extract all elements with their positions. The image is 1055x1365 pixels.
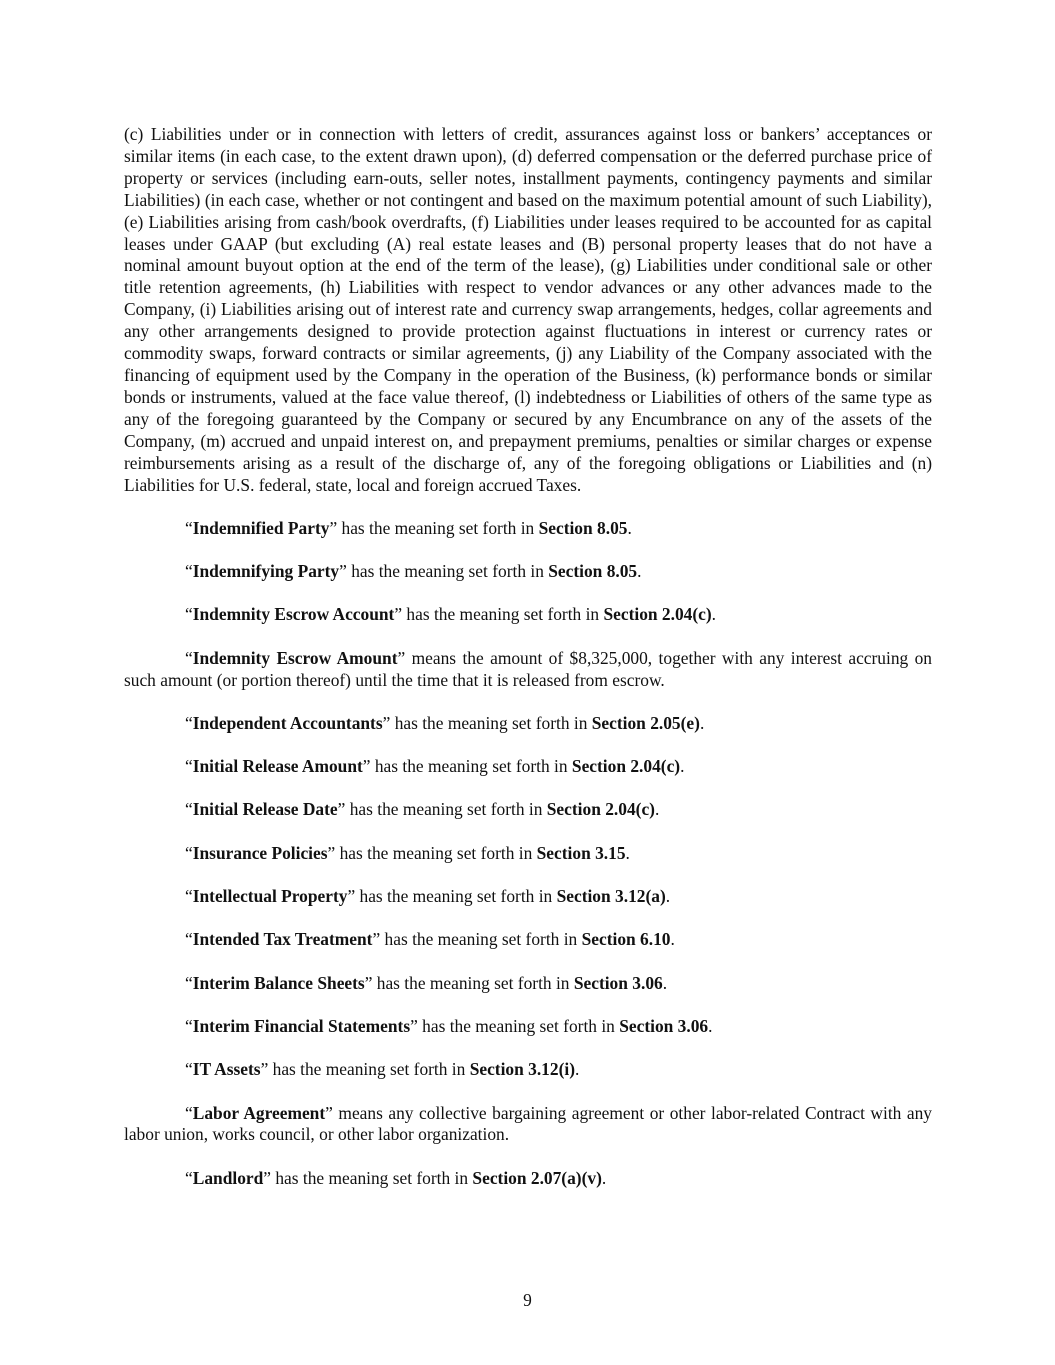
defined-term: Indemnity Escrow Amount: [192, 647, 398, 668]
definition-end: .: [665, 886, 671, 907]
definition-text: ” has the meaning set forth in: [410, 1015, 620, 1036]
section-reference: Section 2.04(c): [546, 799, 655, 820]
defined-term: Landlord: [192, 1167, 264, 1188]
definition-initial-release-amount: [124, 756, 932, 778]
section-reference: Section 3.06: [573, 972, 663, 993]
section-reference: Section 8.05: [548, 561, 638, 582]
defined-term: Insurance Policies: [192, 842, 328, 863]
defined-term: Initial Release Amount: [192, 756, 363, 777]
definition-text: ” has the meaning set forth in: [362, 756, 572, 777]
definition-text: ” has the meaning set forth in: [347, 886, 557, 907]
section-reference: Section 2.07(a)(v): [472, 1167, 602, 1188]
section-reference: Section 8.05: [538, 517, 628, 538]
definition-initial-release-date: [124, 799, 932, 821]
defined-term: Interim Balance Sheets: [192, 972, 365, 993]
definition-indemnity-escrow-amount: [124, 648, 932, 692]
definition-indemnifying-party: [124, 561, 932, 583]
defined-term: Initial Release Date: [192, 799, 338, 820]
definition-indemnity-escrow-account: [124, 604, 932, 626]
definition-end: .: [708, 1015, 713, 1036]
definition-end: .: [711, 604, 717, 625]
open-quote: “: [185, 561, 193, 582]
definition-text: ” has the meaning set forth in: [364, 972, 574, 993]
definition-end: .: [680, 756, 685, 777]
definition-end: .: [654, 799, 660, 820]
definition-insurance-policies: [124, 843, 932, 865]
definition-text: ” means any collective bargaining agreement or other labor-related Contract with any labor union, works council, or other labor organization.: [124, 1102, 932, 1145]
intro-paragraph: (c) Liabilities under or in connection with letters of credit, assurances against loss or bankers’ acceptances or similar items (in each case, to the extent drawn upon), (d) deferred compensation or the deferred purchase price of property or services (including earn-outs, seller notes, installment payments, contingency payments and similar Liabilities) (in each case, whether or not contingent and based on the maximum potential amount of such Liability), (e) Liabilities arising from cash/book overdrafts, (f) Liabilities under leases required to be accounted for as capital leases under GAAP (but excluding (A) real estate leases and (B) personal property leases that do not have a nominal amount buyout option at the end of the term of the lease), (g) Liabilities under conditional sale or other title retention agreements, (h) Liabilities with respect to vendor advances or any other advances made to the Company, (i) Liabilities arising out of interest rate and currency swap arrangements, hedges, collar agreements and any other arrangements designed to provide protection against fluctuations in interest or currency rates or commodity swaps, forward contracts or similar agreements, (j) any Liability of the Company associated with the financing of equipment used by the Company in the operation of the Business, (k) performance bonds or similar bonds or instruments, valued at the face value thereof, (l) indebtedness or Liabilities of others of the same type as any of the foregoing guaranteed by the Company or secured by any Encumbrance on any of the assets of the Company, (m) accrued and unpaid interest on, and prepayment premiums, penalties or similar charges or expense reimbursements arising as a result of the discharge of, any of the foregoing obligations or Liabilities and (n) Liabilities for U.S. federal, state, local and foreign accrued Taxes.: [124, 124, 932, 495]
definition-it-assets: [124, 1059, 932, 1081]
definition-intended-tax-treatment: [124, 929, 932, 951]
definition-text: ” has the meaning set forth in: [263, 1167, 473, 1188]
section-reference: Section 3.06: [619, 1015, 709, 1036]
definition-end: .: [574, 1059, 580, 1080]
page-number: 9: [523, 1290, 532, 1310]
definition-interim-balance-sheets: [124, 973, 932, 995]
definition-text: ” has the meaning set forth in: [372, 929, 582, 950]
defined-term: Interim Financial Statements: [192, 1015, 411, 1036]
open-quote: “: [185, 647, 193, 668]
defined-term: Indemnifying Party: [192, 561, 340, 582]
definition-independent-accountants: [124, 713, 932, 735]
definition-end: .: [670, 929, 675, 950]
open-quote: “: [185, 1059, 193, 1080]
definition-end: .: [699, 712, 705, 733]
definition-landlord: [124, 1168, 932, 1190]
definition-text: ” has the meaning set forth in: [327, 842, 537, 863]
open-quote: “: [185, 1015, 193, 1036]
open-quote: “: [185, 929, 193, 950]
defined-term: Intellectual Property: [192, 886, 348, 907]
defined-term: IT Assets: [192, 1059, 261, 1080]
definition-text: ” has the meaning set forth in: [337, 799, 547, 820]
definition-text: ” has the meaning set forth in: [339, 561, 549, 582]
open-quote: “: [185, 604, 193, 625]
definition-text: ” has the meaning set forth in: [260, 1059, 470, 1080]
open-quote: “: [185, 842, 193, 863]
section-reference: Section 2.04(c): [571, 756, 681, 777]
section-reference: Section 3.12(a): [556, 886, 666, 907]
open-quote: “: [185, 799, 193, 820]
definition-end: .: [627, 517, 632, 538]
defined-term: Labor Agreement: [192, 1102, 326, 1123]
defined-term: Independent Accountants: [192, 712, 383, 733]
definition-interim-financial-statements: [124, 1016, 932, 1038]
definition-intellectual-property: [124, 886, 932, 908]
open-quote: “: [185, 972, 193, 993]
open-quote: “: [185, 712, 193, 733]
section-reference: Section 2.05(e): [591, 712, 700, 733]
definition-end: .: [637, 561, 642, 582]
definition-text: ” has the meaning set forth in: [382, 712, 592, 733]
section-reference: Section 3.15: [536, 842, 626, 863]
open-quote: “: [185, 517, 193, 538]
open-quote: “: [185, 756, 193, 777]
definition-text: ” means the amount of $8,325,000, together with any interest accruing on such amount (or portion thereof) until the time that it is released from escrow.: [124, 647, 933, 690]
open-quote: “: [185, 886, 193, 907]
section-reference: Section 2.04(c): [603, 604, 712, 625]
definition-end: .: [625, 842, 630, 863]
open-quote: “: [185, 1102, 193, 1123]
definition-text: ” has the meaning set forth in: [394, 604, 604, 625]
definition-end: .: [662, 972, 668, 993]
defined-term: Intended Tax Treatment: [192, 929, 373, 950]
defined-term: Indemnity Escrow Account: [192, 604, 395, 625]
definition-text: ” has the meaning set forth in: [329, 517, 539, 538]
section-reference: Section 6.10: [581, 929, 671, 950]
document-page: [124, 124, 932, 1190]
defined-term: Indemnified Party: [192, 517, 330, 538]
definition-indemnified-party: [124, 518, 932, 540]
definition-labor-agreement: [124, 1103, 932, 1147]
open-quote: “: [185, 1167, 193, 1188]
definition-end: .: [601, 1167, 607, 1188]
section-reference: Section 3.12(i): [469, 1059, 575, 1080]
